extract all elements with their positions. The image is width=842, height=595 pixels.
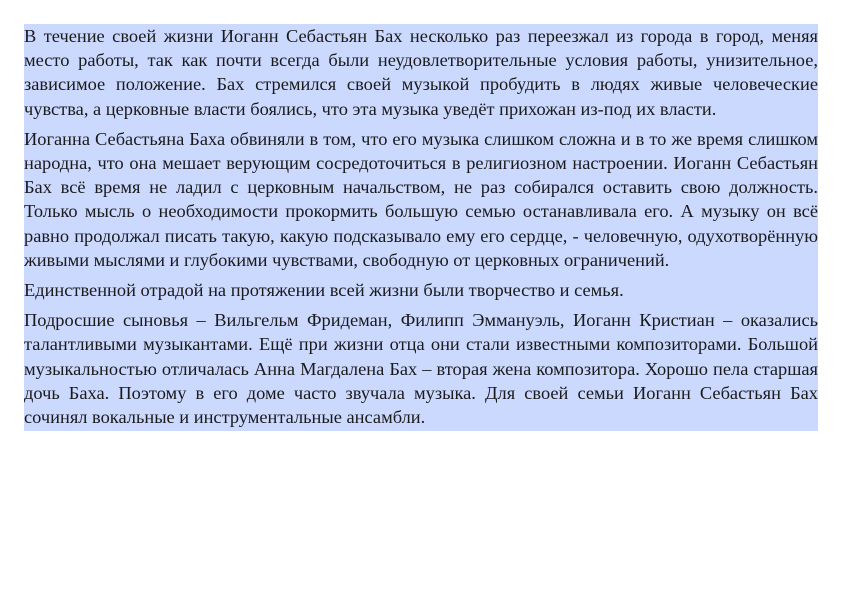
paragraph-3: Единственной отрадой на протяжении всей жизни были творчество и семья. — [24, 280, 624, 301]
paragraph-2: Иоганна Себастьяна Баха обвиняли в том, что его музыка слишком сложна и в то же время слишком народна, что она мешает верующим сосредоточиться в религиозном настроении. Иоганн Себастьян Бах всё время не ладил с церковным начальством, не раз собирался оставить свою должность. Только мысль о необходимости прокормить большую семью останавливала его. А музыку он всё равно продолжал писать такую, какую подсказывало ему его сердце, - человечную, одухотворённую живыми мыслями и глубокими чувствами, свободную от церковных ограничений. — [24, 128, 818, 270]
paragraph-1: В течение своей жизни Иоганн Себастьян Бах несколько раз переезжал из города в город, меняя место работы, так как почти всегда были неудовлетворительные условия работы, унизительное, зависимое положение. Бах стремился своей музыкой пробудить в людях живые человеческие чувства, а церковные власти боялись, что эта музыка уведёт прихожан из-под их власти. — [24, 26, 818, 119]
paragraph-4: Подросшие сыновья – Вильгельм Фридеман, Филипп Эммануэль, Иоганн Кристиан – оказались талантливыми музыкантами. Ещё при жизни отца они стали известными композиторами. Большой музыкальностью отличалась Анна Магдалена Бах – вторая жена композитора. Хорошо пела старшая дочь Баха. Поэтому в его доме часто звучала музыка. Для своей семьи Иоганн Себастьян Бах сочинял вокальные и инструментальные ансамбли. — [24, 310, 818, 428]
text-block — [24, 24, 818, 431]
